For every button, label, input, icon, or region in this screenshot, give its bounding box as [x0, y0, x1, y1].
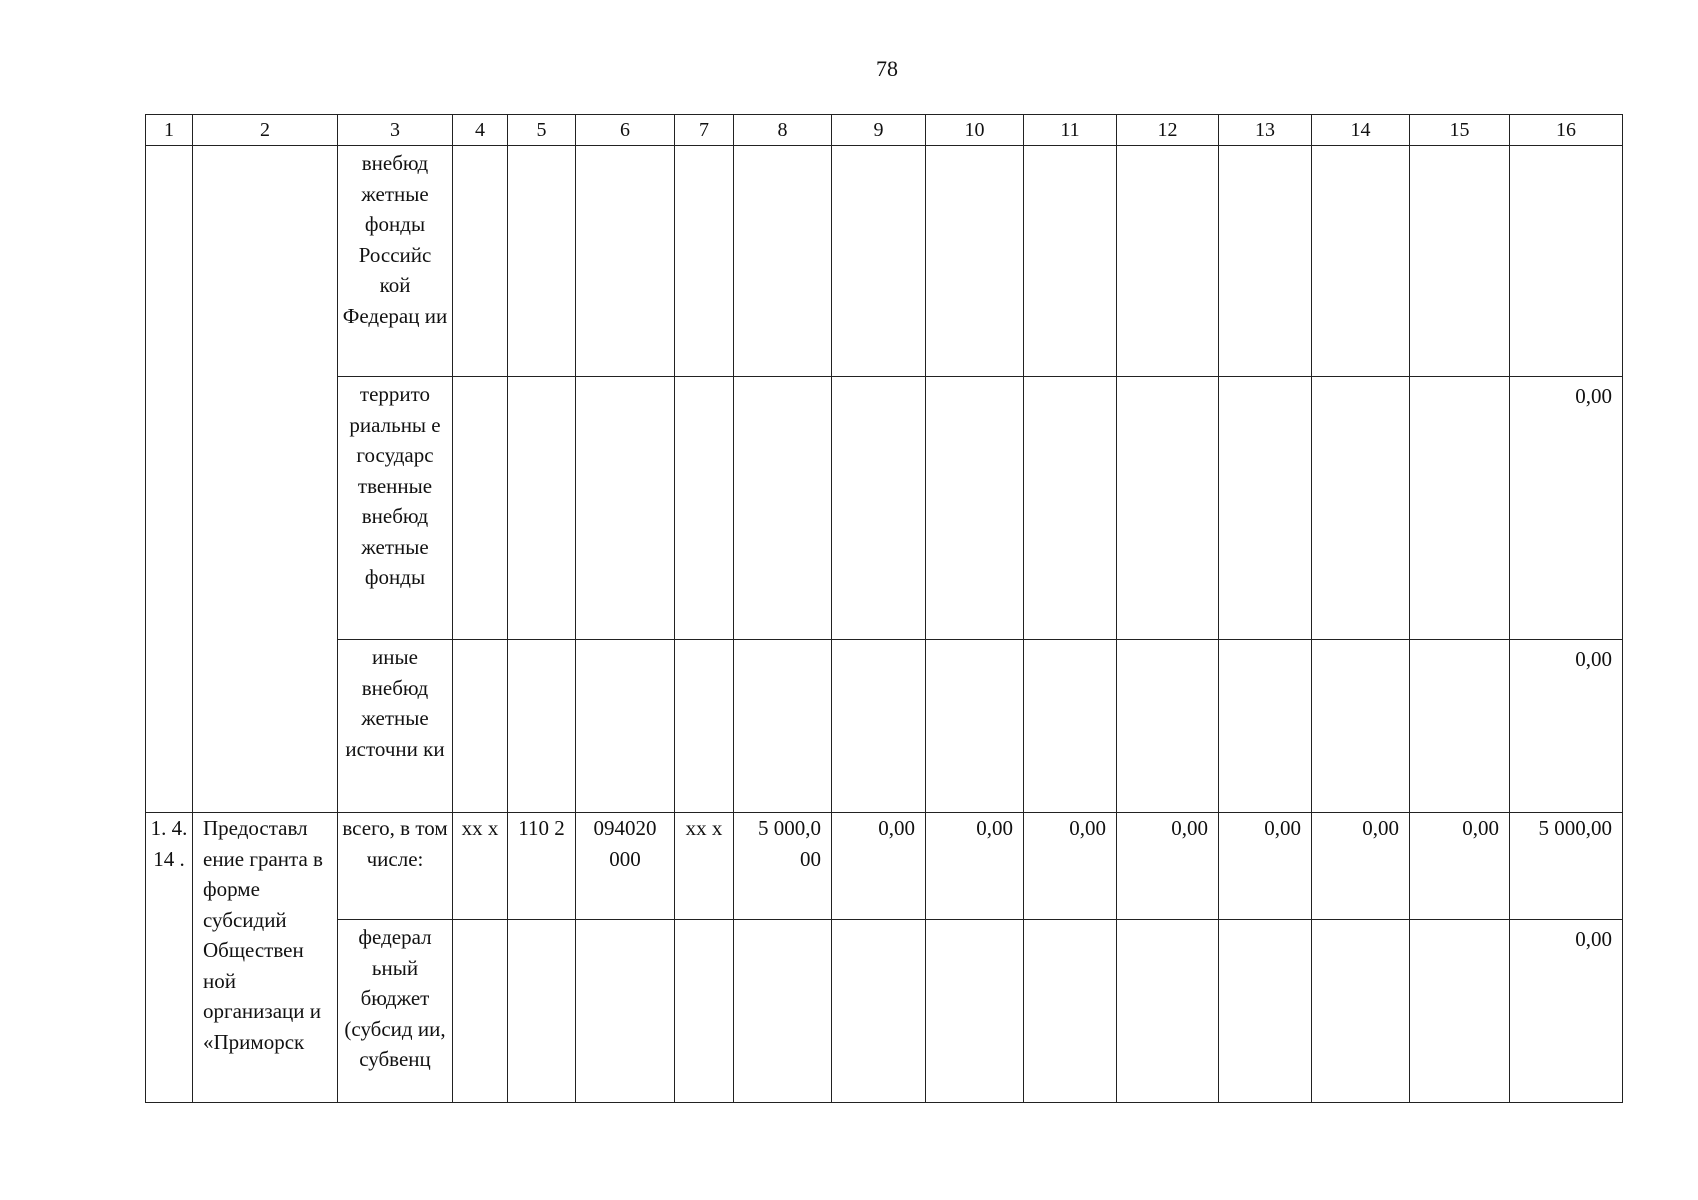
code-cell: 110 2	[508, 813, 576, 920]
data-cell	[453, 920, 508, 1103]
header-row	[146, 115, 1623, 146]
data-cell	[1410, 920, 1510, 1103]
budget-table	[145, 114, 1623, 1103]
data-cell	[576, 377, 675, 640]
data-cell	[832, 920, 926, 1103]
header-cell: 9	[832, 115, 926, 146]
code-cell: 094020 000	[576, 813, 675, 920]
header-cell: 13	[1219, 115, 1312, 146]
data-cell	[1510, 146, 1623, 377]
table-row	[146, 640, 1623, 813]
data-cell	[926, 377, 1024, 640]
data-cell	[508, 146, 576, 377]
data-cell	[1410, 377, 1510, 640]
value-cell: 0,00	[1024, 813, 1117, 920]
value-cell: 0,00	[1410, 813, 1510, 920]
funding-source-cell: федерал ьный бюджет (субсид ии, субвенц	[338, 920, 453, 1103]
data-cell	[1410, 640, 1510, 813]
data-cell	[675, 146, 734, 377]
code-cell: хх х	[675, 813, 734, 920]
total-value-cell: 5 000,00	[1510, 813, 1623, 920]
data-cell	[832, 377, 926, 640]
value-cell: 0,00	[1219, 813, 1312, 920]
data-cell	[508, 377, 576, 640]
data-cell	[734, 146, 832, 377]
table-row	[146, 146, 1623, 377]
data-cell	[508, 920, 576, 1103]
data-cell	[926, 640, 1024, 813]
data-cell	[734, 920, 832, 1103]
header-cell: 10	[926, 115, 1024, 146]
total-value-cell: 0,00	[1510, 640, 1623, 813]
data-cell	[1219, 146, 1312, 377]
data-cell	[1312, 920, 1410, 1103]
data-cell	[1024, 920, 1117, 1103]
data-cell	[926, 146, 1024, 377]
data-cell	[675, 377, 734, 640]
header-cell: 7	[675, 115, 734, 146]
code-cell: хх х	[453, 813, 508, 920]
data-cell	[1117, 146, 1219, 377]
total-value-cell: 0,00	[1510, 377, 1623, 640]
data-cell	[1410, 146, 1510, 377]
data-cell	[453, 640, 508, 813]
data-cell	[734, 640, 832, 813]
data-cell	[1219, 640, 1312, 813]
data-cell	[453, 146, 508, 377]
data-cell	[1312, 640, 1410, 813]
data-cell	[1024, 640, 1117, 813]
funding-source-cell: террито риальны е государс твенные внебюд жетные фонды	[338, 377, 453, 640]
row-number-cell: 1. 4. 14 .	[146, 813, 193, 1103]
header-cell: 15	[1410, 115, 1510, 146]
funding-source-cell: иные внебюд жетные источни ки	[338, 640, 453, 813]
value-cell: 5 000,0 00	[734, 813, 832, 920]
data-cell	[675, 640, 734, 813]
data-cell	[1219, 377, 1312, 640]
value-cell: 0,00	[1117, 813, 1219, 920]
header-cell: 12	[1117, 115, 1219, 146]
data-cell	[1024, 377, 1117, 640]
data-cell	[734, 377, 832, 640]
data-cell	[576, 920, 675, 1103]
header-cell: 4	[453, 115, 508, 146]
header-cell: 11	[1024, 115, 1117, 146]
data-cell	[1117, 640, 1219, 813]
data-cell	[1117, 920, 1219, 1103]
value-cell: 0,00	[832, 813, 926, 920]
data-cell	[832, 146, 926, 377]
data-cell	[1312, 377, 1410, 640]
value-cell: 0,00	[926, 813, 1024, 920]
data-cell	[576, 146, 675, 377]
data-cell	[1024, 146, 1117, 377]
data-cell	[453, 377, 508, 640]
page-number: 78	[876, 56, 898, 81]
event-name-cell: Предоставл ение гранта в форме субсидий Обществен ной организаци и «Приморск	[193, 813, 338, 1103]
header-cell: 1	[146, 115, 193, 146]
row-number-cell	[146, 146, 193, 813]
funding-source-cell: внебюд жетные фонды Российс кой Федерац ии	[338, 146, 453, 377]
event-name-cell	[193, 146, 338, 813]
data-cell	[926, 920, 1024, 1103]
header-cell: 6	[576, 115, 675, 146]
data-cell	[1117, 377, 1219, 640]
data-cell	[1312, 146, 1410, 377]
data-cell	[508, 640, 576, 813]
value-cell: 0,00	[1312, 813, 1410, 920]
header-cell: 5	[508, 115, 576, 146]
data-cell	[576, 640, 675, 813]
data-cell	[832, 640, 926, 813]
data-cell	[1219, 920, 1312, 1103]
header-cell: 14	[1312, 115, 1410, 146]
funding-source-cell: всего, в том числе:	[338, 813, 453, 920]
header-cell: 8	[734, 115, 832, 146]
table-row	[146, 377, 1623, 640]
header-cell: 3	[338, 115, 453, 146]
data-cell	[675, 920, 734, 1103]
header-cell: 2	[193, 115, 338, 146]
table-row	[146, 920, 1623, 1103]
total-value-cell: 0,00	[1510, 920, 1623, 1103]
header-cell: 16	[1510, 115, 1623, 146]
table-row	[146, 813, 1623, 920]
